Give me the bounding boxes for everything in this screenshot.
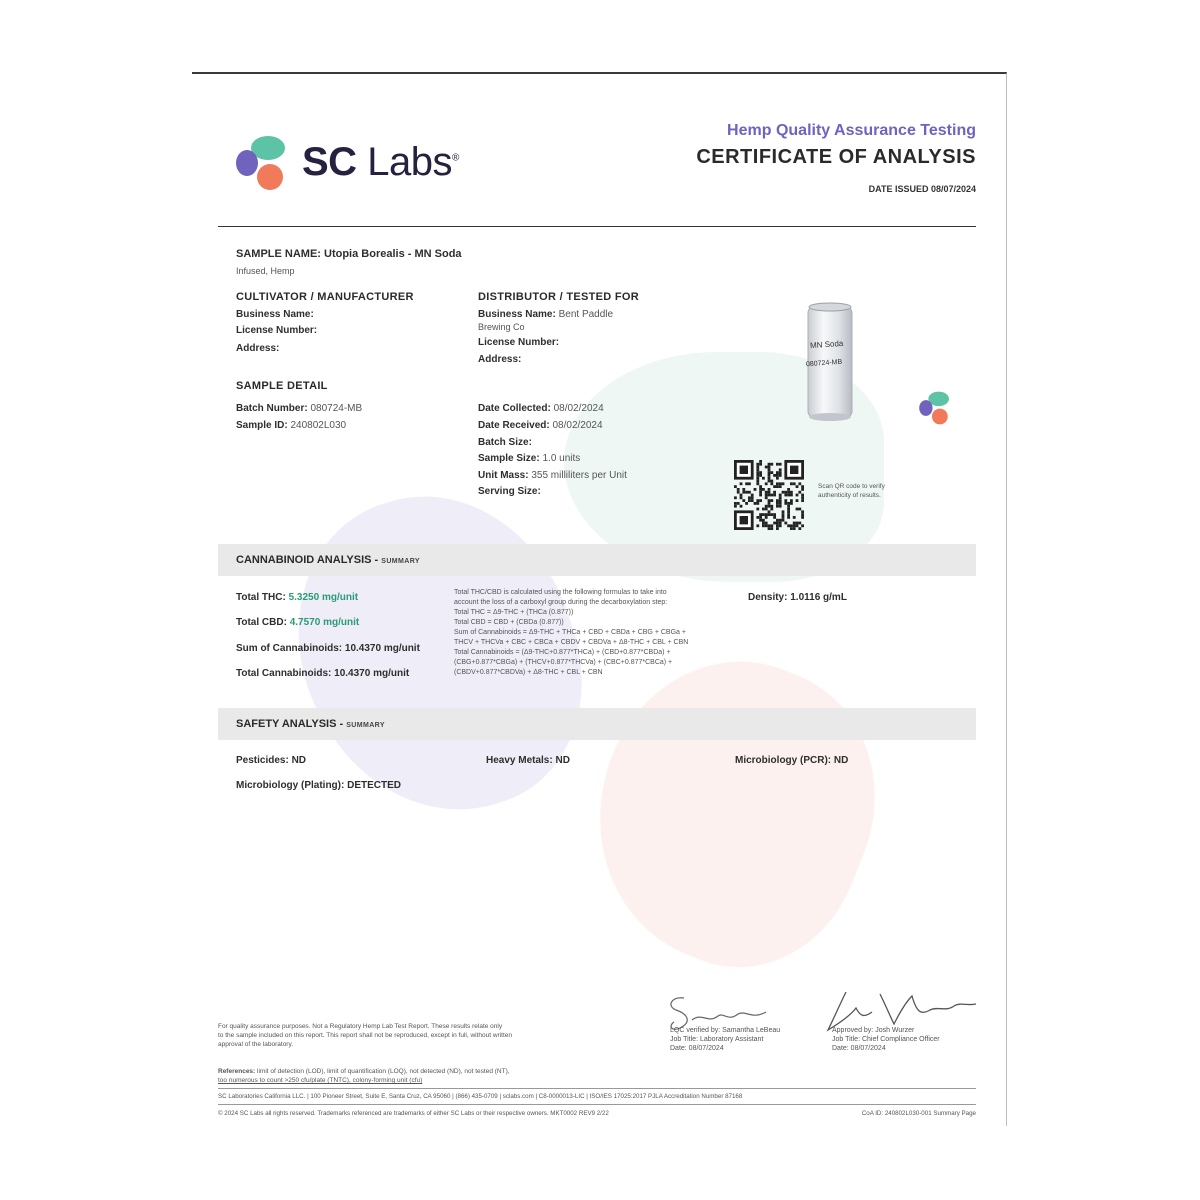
batch-number: Batch Number: 080724-MB	[236, 403, 363, 414]
distributor-address: Address:	[478, 354, 522, 365]
sc-labs-logo-icon	[234, 134, 290, 192]
sample-type: Infused, Hemp	[236, 266, 295, 276]
date-received: Date Received: 08/02/2024	[478, 420, 603, 431]
total-cannabinoids: Total Cannabinoids: 10.4370 mg/unit	[236, 668, 410, 679]
cannabinoid-analysis-header: CANNABINOID ANALYSIS - SUMMARY	[218, 544, 976, 576]
sample-size: Sample Size: 1.0 units	[478, 453, 581, 464]
qr-code-image[interactable]	[734, 460, 804, 530]
density: Density: 1.0116 g/mL	[748, 592, 847, 603]
distributor-license: License Number:	[478, 337, 560, 348]
heavy-metals-result: Heavy Metals: ND	[486, 755, 570, 766]
sample-id: Sample ID: 240802L030	[236, 420, 347, 431]
cannabinoid-formula-notes: Total THC/CBD is calculated using the following formulas to take into account the loss of a carboxyl group during the decarboxylation step: Total THC = Δ9-THC + (THCa (0.877)) Total CBD = CBD + (CBDa (0.877)) Sum of Cannabinoids = Δ9-THC + THCa + CBD + CBDa + CBG + CBGa + THCV + THCVa + CBC + CBCa + CBDV + CBDVa + Δ8-THC + CBL + CBN Total Cannabinoids = (Δ9-THC+0.877*THCa) + (CBD+0.877*CBDa) + (CBG+0.877*CBGa) + (THCV+0.877*THCVa) + (CBC+0.877*CBCa) + (CBDV+0.877*CBDVa) + Δ8-THC + CBL + CBN	[454, 589, 689, 676]
disclaimer-text: For quality assurance purposes. Not a Regulatory Hemp Lab Test Report. These results relate only to the sample included on this report. This report shall not be reproduced, except in full, without written approval of the laboratory.	[218, 1023, 512, 1048]
certificate-page	[192, 72, 1007, 1126]
total-thc: Total THC: 5.3250 mg/unit	[236, 592, 359, 603]
sc-labs-logo-text: SC Labs®	[302, 140, 459, 184]
coa-id: CoA ID: 240802L030-001 Summary Page	[861, 1110, 976, 1117]
pesticides-result: Pesticides: ND	[236, 755, 307, 766]
cultivator-business-name: Business Name:	[236, 309, 314, 320]
small-logo-icon	[918, 390, 952, 426]
references-text: References: limit of detection (LOD), limit of quantification (LOQ), not detected (ND), not tested (NT), too numerous to count >250 cfu/plate (TNTC), colony-forming unit (cfu)	[218, 1068, 510, 1084]
distributor-business-name: Business Name: Bent Paddle	[478, 309, 614, 320]
footer-divider	[218, 1088, 976, 1089]
batch-size: Batch Size:	[478, 437, 532, 448]
cultivator-license: License Number:	[236, 325, 318, 336]
cultivator-title: CULTIVATOR / MANUFACTURER	[236, 291, 414, 303]
hemp-qa-heading: Hemp Quality Assurance Testing	[727, 122, 976, 139]
sample-detail-title: SAMPLE DETAIL	[236, 380, 328, 392]
microbiology-plating-result: Microbiology (Plating): DETECTED	[236, 780, 402, 791]
total-cbd: Total CBD: 4.7570 mg/unit	[236, 617, 360, 628]
safety-analysis-header: SAFETY ANALYSIS - SUMMARY	[218, 708, 976, 740]
certificate-title: CERTIFICATE OF ANALYSIS	[696, 146, 976, 168]
cultivator-address: Address:	[236, 343, 280, 354]
date-issued: DATE ISSUED 08/07/2024	[868, 184, 976, 194]
distributor-title: DISTRIBUTOR / TESTED FOR	[478, 291, 640, 303]
can-label-name: MN Soda	[809, 338, 844, 351]
sample-name: SAMPLE NAME: Utopia Borealis - MN Soda	[236, 248, 462, 260]
lab-address-line: SC Laboratories California LLC. | 100 Pioneer Street, Suite E, Santa Cruz, CA 95060 | (866) 435-0709 | sclabs.com | C8-0000013-LIC | ISO/IES 17025:2017 PJLA Accreditation Number 87168	[218, 1093, 743, 1100]
signature-right-details: Approved by: Josh Wurzer Job Title: Chief Compliance Officer Date: 08/07/2024	[832, 1027, 940, 1052]
microbiology-pcr-result: Microbiology (PCR): ND	[735, 755, 849, 766]
header-divider	[218, 226, 976, 227]
can-label-batch: 080724-MB	[805, 358, 843, 369]
qr-note: Scan QR code to verify authenticity of results.	[818, 483, 885, 499]
unit-mass: Unit Mass: 355 milliliters per Unit	[478, 470, 627, 481]
distributor-business-name-cont: Brewing Co	[478, 322, 525, 332]
footer-divider-2	[218, 1104, 976, 1105]
sum-of-cannabinoids: Sum of Cannabinoids: 10.4370 mg/unit	[236, 643, 420, 654]
serving-size: Serving Size:	[478, 486, 541, 497]
signature-left-details: LQC verified by: Samantha LeBeau Job Title: Laboratory Assistant Date: 08/07/2024	[670, 1027, 781, 1052]
copyright-line: © 2024 SC Labs all rights reserved. Trademarks referenced are trademarks of either SC Labs or their respective owners. MKT0002 REV9 2/22	[218, 1110, 609, 1117]
background-blob-pink	[554, 622, 917, 1001]
date-collected: Date Collected: 08/02/2024	[478, 403, 604, 414]
